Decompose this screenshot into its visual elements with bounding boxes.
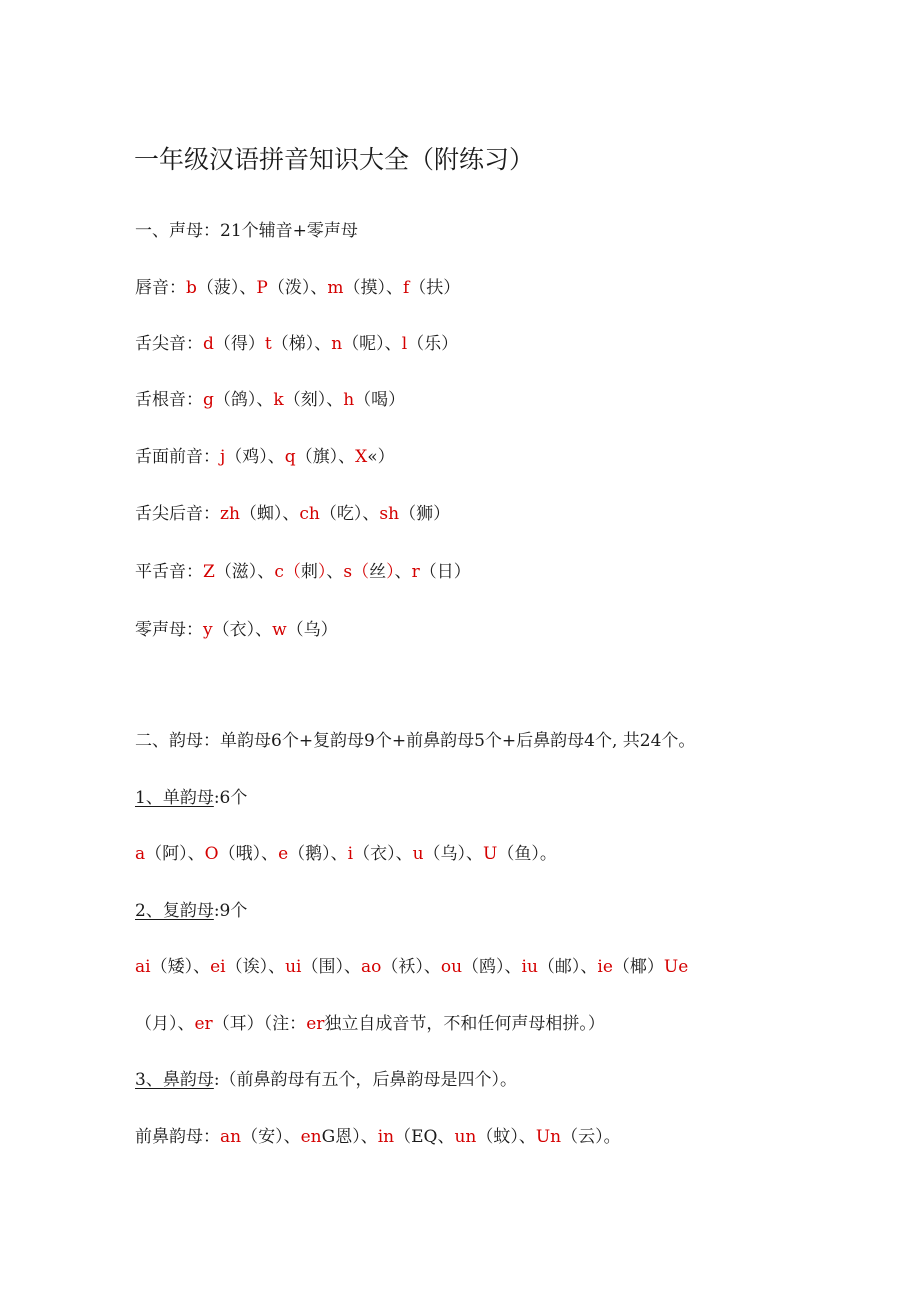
pinyin-letter: ie: [597, 957, 613, 977]
pinyin-letter: ou: [440, 957, 463, 977]
text-run: （旗）、: [295, 447, 356, 467]
text-run: 平舌音：: [135, 562, 203, 582]
text-run: （乌）、: [423, 844, 484, 864]
text-run: （菠）、: [196, 278, 257, 298]
text-run: （吃）、: [319, 504, 380, 524]
pinyin-letter: zh: [220, 504, 240, 524]
text-run: （狮）: [399, 504, 451, 524]
pinyin-letter: f: [402, 278, 410, 298]
pinyin-letter: iu: [521, 957, 538, 977]
text-run: （呢）、: [342, 334, 402, 354]
text-run: （乌）: [286, 620, 338, 640]
text-run: （矮）、: [150, 957, 211, 977]
text-run: （围）、: [301, 957, 361, 977]
text-run: （云）。: [561, 1127, 621, 1147]
text-run: «）: [367, 447, 395, 467]
pinyin-letter: n: [331, 334, 343, 354]
text-run: （得）: [213, 334, 265, 354]
lip-sounds-line: [135, 280, 460, 297]
section-heading-initials: 一、声母：21个辅音+零声母: [135, 221, 358, 241]
compound-finals-count: :9个: [213, 901, 248, 921]
tongue-root-sounds-line: [135, 392, 405, 409]
pinyin-letter: t: [264, 334, 272, 354]
pinyin-letter: in: [377, 1127, 395, 1147]
compound-finals-line-2: [135, 1016, 605, 1033]
flat-tongue-sounds-line: [135, 564, 471, 581]
pinyin-letter: X: [355, 447, 368, 467]
compound-finals-heading: [135, 903, 247, 920]
text-run: （椰）: [612, 957, 664, 977]
pinyin-letter: j: [220, 447, 226, 467]
pinyin-letter: er: [306, 1014, 325, 1034]
text-run: 独立自成音节，不和任何声母相拼。）: [324, 1014, 605, 1034]
text-run: （鸽）、: [213, 390, 274, 410]
pinyin-letter: q: [284, 447, 296, 467]
pinyin-letter: g: [203, 390, 214, 410]
pinyin-letter: ui: [285, 957, 302, 977]
text-run: 零声母：: [135, 620, 203, 640]
pinyin-letter: U: [483, 844, 498, 864]
text-run: （鸡）、: [225, 447, 285, 467]
text-run: 舌面前音：: [135, 447, 220, 467]
pinyin-letter: y: [203, 620, 213, 640]
text-run: （鹅）、: [288, 844, 348, 864]
text-run: （滋）、: [214, 562, 275, 582]
single-finals-count: :6个: [213, 788, 248, 808]
text-run: （月）、: [135, 1014, 195, 1034]
pinyin-letter: P: [256, 278, 268, 298]
pinyin-letter: d: [203, 334, 214, 354]
compound-finals-label: 2、复韵母: [135, 901, 214, 921]
pinyin-letter: un: [454, 1127, 477, 1147]
text-run: （EQ、: [394, 1127, 455, 1147]
pinyin-letter: a: [135, 844, 146, 864]
nasal-finals-label: 3、鼻韵母: [135, 1070, 214, 1090]
text-run: （阿）、: [145, 844, 205, 864]
pinyin-letter: sh: [379, 504, 400, 524]
pinyin-letter: an: [220, 1127, 242, 1147]
text-run: （鸥）、: [462, 957, 522, 977]
pinyin-letter: e: [278, 844, 289, 864]
pinyin-letter: ai: [135, 957, 151, 977]
text-run: （袄）、: [381, 957, 441, 977]
pinyin-letter: en: [300, 1127, 322, 1147]
pinyin-letter: ch: [299, 504, 320, 524]
pinyin-letter: k: [273, 390, 284, 410]
pinyin-letter: Un: [535, 1127, 562, 1147]
text-run: 、: [394, 562, 412, 582]
nasal-finals-heading: [135, 1072, 517, 1089]
single-finals-label: 1、单韵母: [135, 788, 214, 808]
text-run: （诶）、: [225, 957, 286, 977]
text-run: （喝）: [354, 390, 406, 410]
nasal-finals-note: :（前鼻韵母有五个，后鼻韵母是四个）。: [213, 1070, 518, 1090]
front-tongue-sounds-line: [135, 449, 395, 466]
pinyin-letter: h: [343, 390, 355, 410]
pinyin-letter: l: [401, 334, 408, 354]
text-run: 丝: [369, 562, 387, 582]
text-run: （邮）、: [537, 957, 598, 977]
text-run: G恩）、: [321, 1127, 378, 1147]
text-run: 唇音：: [135, 278, 186, 298]
tongue-tip-sounds-line: [135, 336, 458, 353]
section-heading-finals: 二、韵母：单韵母6个+复韵母9个+前鼻韵母5个+后鼻韵母4个, 共24个。: [135, 731, 696, 751]
text-run: （衣）、: [353, 844, 413, 864]
pinyin-letter: m: [327, 278, 344, 298]
text-run: （梯）、: [271, 334, 332, 354]
page-title: 一年级汉语拼音知识大全（附练习）: [134, 145, 535, 174]
pinyin-letter: r: [411, 562, 420, 582]
text-run: 舌尖后音：: [135, 504, 220, 524]
text-run: （安）、: [241, 1127, 301, 1147]
single-finals-line: [135, 846, 557, 863]
pinyin-letter: i: [347, 844, 354, 864]
text-run: （哦）、: [218, 844, 279, 864]
text-run: （日）: [419, 562, 471, 582]
text-run: （泼）、: [267, 278, 328, 298]
pinyin-letter: s（: [343, 562, 370, 582]
single-finals-heading: [135, 790, 247, 807]
text-run: （刻）、: [283, 390, 344, 410]
text-run: （乐）: [407, 334, 459, 354]
pinyin-letter: u: [412, 844, 424, 864]
text-run: （衣）、: [212, 620, 273, 640]
pinyin-letter: c（: [274, 562, 301, 582]
text-run: （蜘）、: [239, 504, 300, 524]
text-run: （蚊）、: [476, 1127, 536, 1147]
text-run: （鱼）。: [497, 844, 557, 864]
pinyin-letter: b: [186, 278, 197, 298]
pinyin-letter: ）: [317, 562, 327, 582]
pinyin-letter: er: [194, 1014, 213, 1034]
text-run: 舌尖音：: [135, 334, 203, 354]
zero-initials-line: [135, 622, 338, 639]
text-run: 刺: [300, 562, 318, 582]
retroflex-sounds-line: [135, 506, 450, 523]
pinyin-letter: Z: [203, 562, 215, 582]
text-run: 前鼻韵母：: [135, 1127, 220, 1147]
pinyin-letter: O: [204, 844, 219, 864]
pinyin-letter: ao: [360, 957, 382, 977]
text-run: 、: [326, 562, 344, 582]
compound-finals-line-1: [135, 959, 688, 976]
pinyin-letter: ei: [210, 957, 226, 977]
text-run: （摸）、: [343, 278, 403, 298]
text-run: （耳）（注：: [212, 1014, 307, 1034]
pinyin-letter: w: [272, 620, 287, 640]
pinyin-letter: ）: [386, 562, 395, 582]
text-run: 舌根音：: [135, 390, 203, 410]
front-nasal-finals-line: [135, 1129, 621, 1146]
pinyin-letter: Ue: [663, 957, 689, 977]
text-run: （扶）: [409, 278, 461, 298]
